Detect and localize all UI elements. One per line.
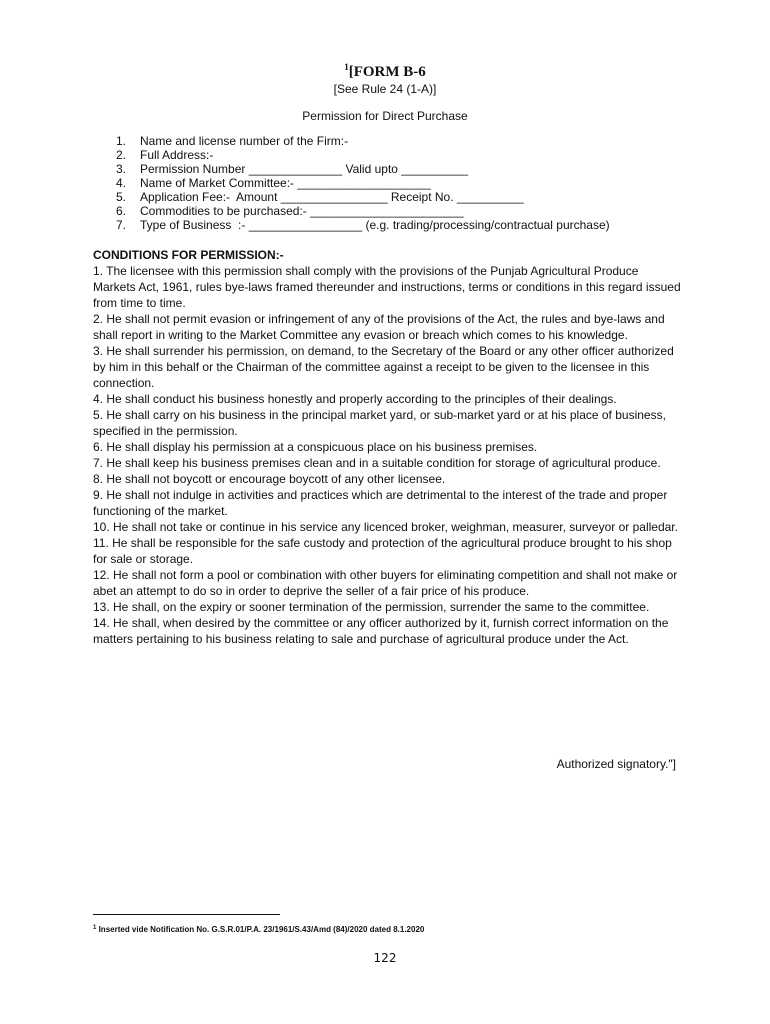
field-text: Name of Market Committee:- ____________________ [140,176,431,190]
form-field-item [116,176,610,190]
condition-item: 2. He shall not permit evasion or infringement of any of the provisions of the Act, the rules and bye-laws and shall report in writing to the Market Committee any evasion or breach which comes to his knowledge. [93,312,665,342]
rule-reference: [See Rule 24 (1-A)] [333,82,437,96]
form-field-item [116,134,610,148]
page-number: 122 [373,951,397,965]
form-field-item [116,162,610,176]
field-text: Type of Business :- _________________ (e.g. trading/processing/contractual purchase) [140,218,610,232]
field-number: 1. [116,134,127,148]
form-title [0,63,770,81]
condition-item: 4. He shall conduct his business honestly and properly according to the principles of their dealings. [93,392,617,406]
authorized-signatory: Authorized signatory."] [556,757,676,771]
form-field-item [116,204,610,218]
field-number: 2. [116,148,127,162]
condition-item: 11. He shall be responsible for the safe custody and protection of the agricultural produce brought to his shop for sale or storage. [93,536,672,566]
condition-item: 13. He shall, on the expiry or sooner termination of the permission, surrender the same to the committee. [93,600,650,614]
field-text: Name and license number of the Firm:- [140,134,349,148]
field-text: Permission Number ______________ Valid upto __________ [140,162,469,176]
footnote-text: Inserted vide Notification No. G.S.R.01/P.A. 23/1961/S.43/Amd (84)/2020 dated 8.1.2020 [98,925,425,934]
condition-item: 1. The licensee with this permission shall comply with the provisions of the Punjab Agricultural Produce Markets Act, 1961, rules bye-laws framed thereunder and instructions, terms or conditions in this regard issued from time to time. [93,264,681,310]
footnote [93,924,424,935]
conditions-heading: CONDITIONS FOR PERMISSION:- [93,248,284,262]
field-number: 5. [116,190,127,204]
field-text: Full Address:- [140,148,214,162]
condition-item: 5. He shall carry on his business in the principal market yard, or sub-market yard or at his place of business, specified in the permission. [93,408,666,438]
condition-item: 10. He shall not take or continue in his service any licenced broker, weighman, measurer, surveyor or palledar. [93,520,678,534]
field-text: Commodities to be purchased:- _______________________ [140,204,464,218]
form-field-item [116,218,610,232]
form-field-item [116,190,610,204]
conditions-section [93,247,683,647]
field-number: 3. [116,162,127,176]
form-subtitle: Permission for Direct Purchase [302,109,468,123]
field-number: 4. [116,176,127,190]
form-title-footnote-mark: 1 [344,62,349,72]
footnote-mark: 1 [93,925,97,931]
condition-item: 9. He shall not indulge in activities and practices which are detrimental to the interest of the trade and proper functioning of the market. [93,488,668,518]
condition-item: 14. He shall, when desired by the committee or any officer authorized by it, furnish correct information on the matters pertaining to his business relating to sale and purchase of agricultural produce under the Act. [93,616,669,646]
form-fields-list [116,134,610,232]
field-number: 7. [116,218,127,232]
condition-item: 6. He shall display his permission at a conspicuous place on his business premises. [93,440,538,454]
field-number: 6. [116,204,127,218]
condition-item: 7. He shall keep his business premises clean and in a suitable condition for storage of agricultural produce. [93,456,661,470]
form-title-text: [FORM B-6 [348,64,426,80]
field-text: Application Fee:- Amount ________________ Receipt No. __________ [140,190,524,204]
condition-item: 12. He shall not form a pool or combination with other buyers for eliminating competition and shall not make or abet an attempt to do so in order to deprive the seller of a fair price of his produce. [93,568,678,598]
form-field-item [116,148,610,162]
condition-item: 3. He shall surrender his permission, on demand, to the Secretary of the Board or any other officer authorized by him in this behalf or the Chairman of the committee against a receipt to be given to the licensee in this connection. [93,344,674,390]
footnote-divider [93,914,280,915]
condition-item: 8. He shall not boycott or encourage boycott of any other licensee. [93,472,446,486]
